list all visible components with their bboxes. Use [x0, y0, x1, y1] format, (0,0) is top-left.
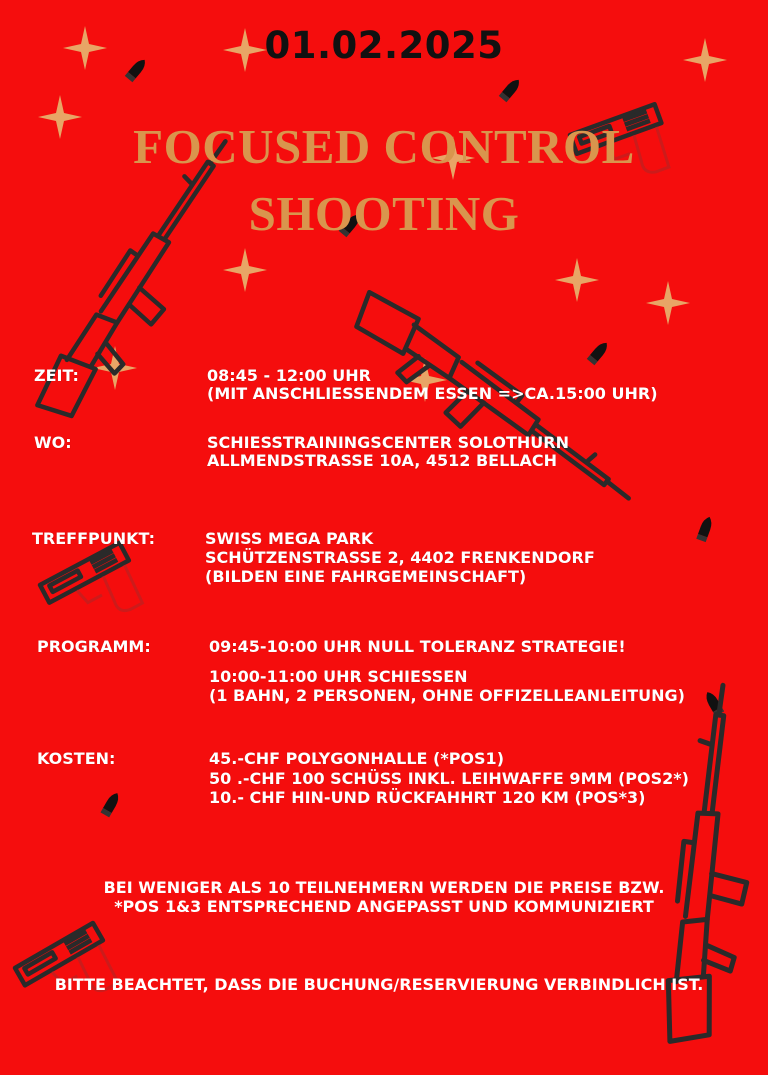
- treffpunkt-line3: (BILDEN EINE FAHRGEMEINSCHAFT): [205, 567, 527, 586]
- booking-notice: BITTE BEACHTET, DASS DIE BUCHUNG/RESERVIERUNG VERBINDLICH IST.: [54, 975, 704, 994]
- programm-line3: (1 BAHN, 2 PERSONEN, OHNE OFFIZELLEANLEITUNG): [209, 686, 685, 705]
- wo-line1: SCHIESSTRAININGSCENTER SOLOTHURN: [207, 433, 569, 452]
- kosten-label: KOSTEN:: [37, 749, 116, 768]
- programm-line2: 10:00-11:00 UHR SCHIESSEN: [209, 667, 468, 686]
- event-title-line1: FOCUSED CONTROL: [133, 119, 635, 174]
- programm-line1: 09:45-10:00 UHR NULL TOLERANZ STRATEGIE!: [209, 637, 626, 656]
- price-note-line2: *POS 1&3 ENTSPRECHEND ANGEPASST UND KOMMUNIZIERT: [114, 897, 654, 916]
- wo-line2: ALLMENDSTRASSE 10A, 4512 BELLACH: [207, 451, 557, 470]
- zeit-line2: (MIT ANSCHLIESSENDEM ESSEN =>CA.15:00 UHR): [207, 384, 658, 403]
- treffpunkt-line1: SWISS MEGA PARK: [205, 529, 374, 548]
- wo-label: WO:: [34, 433, 72, 452]
- kosten-line1: 45.-CHF POLYGONHALLE (*POS1): [209, 749, 504, 768]
- event-date: 01.02.2025: [264, 24, 504, 67]
- zeit-label: ZEIT:: [34, 366, 79, 385]
- kosten-line2: 50 .-CHF 100 SCHÜSS INKL. LEIHWAFFE 9MM (POS2*): [209, 769, 689, 788]
- programm-label: PROGRAMM:: [37, 637, 151, 656]
- event-title-line2: SHOOTING: [248, 186, 520, 241]
- price-note-line1: BEI WENIGER ALS 10 TEILNEHMERN WERDEN DIE PREISE BZW.: [103, 878, 665, 897]
- kosten-line3: 10.- CHF HIN-UND RÜCKFAHHRT 120 KM (POS*3): [209, 788, 646, 807]
- treffpunkt-line2: SCHÜTZENSTRASSE 2, 4402 FRENKENDORF: [205, 548, 595, 567]
- treffpunkt-label: TREFFPUNKT:: [32, 529, 155, 548]
- zeit-line1: 08:45 - 12:00 UHR: [207, 366, 371, 385]
